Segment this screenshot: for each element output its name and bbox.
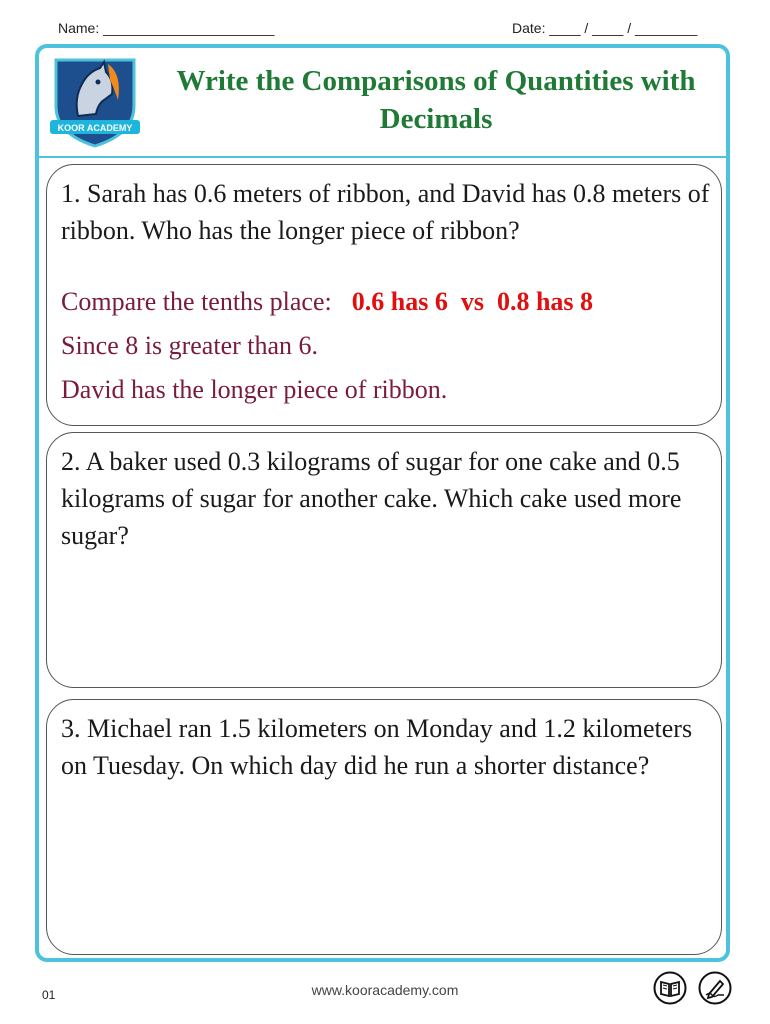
question-card-2 xyxy=(46,432,722,688)
answer-reason: Since 8 is greater than 6. xyxy=(61,331,319,360)
question-text: 3. Michael ran 1.5 kilometers on Monday and 1.2 kilometers on Tuesday. On which day did he run a shorter distance? xyxy=(61,714,693,780)
worksheet-header xyxy=(39,48,726,158)
koor-academy-logo xyxy=(48,54,142,148)
footer-url: www.kooracademy.com xyxy=(311,982,459,998)
date-field-label: Date: ____ / ____ / ________ xyxy=(512,20,698,36)
compare-vs: vs xyxy=(460,287,484,316)
compare-left-value: 0.6 has 6 xyxy=(351,287,448,316)
pen-icon xyxy=(698,971,732,1005)
answer-compare-line xyxy=(61,285,593,319)
question-text: 1. Sarah has 0.6 meters of ribbon, and David has 0.8 meters of ribbon. Who has the longer piece of ribbon? xyxy=(61,179,710,245)
question-text: 2. A baker used 0.3 kilograms of sugar for one cake and 0.5 kilograms of sugar for another cake. Which cake used more sugar? xyxy=(61,447,682,550)
book-icon xyxy=(653,971,687,1005)
question-card-3 xyxy=(46,699,722,955)
logo-text: KOOR ACADEMY xyxy=(57,123,133,133)
answer-conclusion: David has the longer piece of ribbon. xyxy=(61,375,448,404)
page-title: Write the Comparisons of Quantities with Decimals xyxy=(176,65,696,135)
name-field-label: Name: ______________________ xyxy=(58,20,275,36)
compare-right-value: 0.8 has 8 xyxy=(496,287,594,316)
page-number: 01 xyxy=(42,988,56,1002)
question-card-1 xyxy=(46,164,722,426)
compare-label: Compare the tenths place: xyxy=(61,287,332,316)
